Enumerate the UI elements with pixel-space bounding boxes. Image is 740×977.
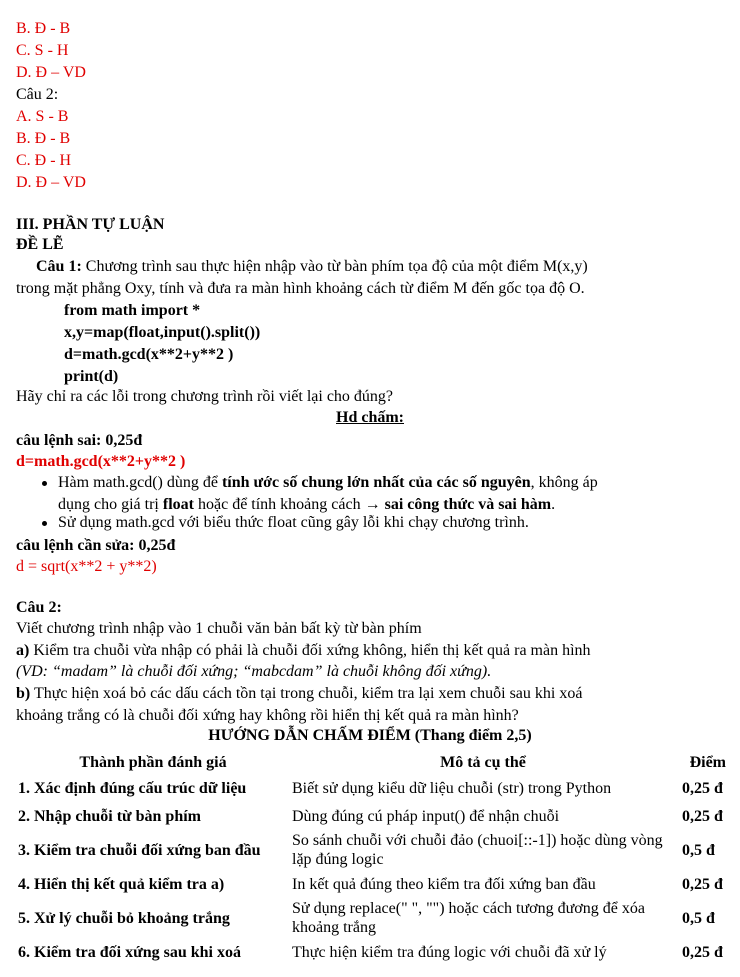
table-header-row	[16, 750, 730, 774]
bullet-2: Sử dụng math.gcd với biểu thức float cũng gây lỗi khi chạy chương trình.	[58, 514, 529, 531]
table-row	[16, 870, 730, 898]
answer-option: D. Đ – VD	[16, 64, 86, 81]
score-cell: 0,25 đ	[682, 875, 723, 893]
score-cell: 0,25 đ	[682, 779, 723, 797]
question-2-part-b: b) Thực hiện xoá bỏ các dấu cách tồn tại trong chuỗi, kiểm tra lại xem chuỗi sau khi xoá	[16, 685, 583, 702]
table-header: Thành phần đánh giá	[79, 753, 227, 771]
criterion-cell: 2. Nhập chuỗi từ bàn phím	[18, 807, 201, 825]
code-line: print(d)	[64, 368, 119, 385]
description-cell: Dùng đúng cú pháp input() để nhận chuỗi	[292, 807, 560, 825]
question-1-text: Chương trình sau thực hiện nhập vào từ bàn phím tọa độ của một điểm M(x,y)	[81, 258, 588, 275]
criterion-cell: 6. Kiểm tra đối xứng sau khi xoá	[18, 943, 241, 961]
code-line: from math import *	[64, 302, 201, 319]
bullet-icon	[42, 481, 47, 486]
scoring-guide-title: HƯỚNG DẪN CHẤM ĐIỂM (Thang điểm 2,5)	[208, 727, 532, 744]
answer-option: B. Đ - B	[16, 130, 71, 147]
answer-option: A. S - B	[16, 108, 69, 125]
description-cell: Biết sử dụng kiểu dữ liệu chuỗi (str) trong Python	[292, 779, 612, 797]
code-line: x,y=map(float,input().split())	[64, 324, 261, 341]
criterion-cell: 5. Xử lý chuỗi bỏ khoảng trắng	[18, 909, 230, 927]
bullet-1-line-1: Hàm math.gcd() dùng để tính ước số chung lớn nhất của các số nguyên, không áp	[58, 474, 598, 491]
question-2-label: Câu 2:	[16, 599, 62, 616]
fix-statement-label: câu lệnh cần sửa: 0,25đ	[16, 537, 176, 554]
table-header: Điểm	[689, 753, 726, 771]
bullet-1-line-2: dụng cho giá trị float hoặc để tính khoảng cách → sai công thức và sai hàm.	[58, 496, 556, 513]
table-row	[16, 774, 730, 802]
score-cell: 0,5 đ	[682, 841, 715, 859]
question-1-label: Câu 1:	[36, 258, 82, 275]
wrong-statement-code: d=math.gcd(x**2+y**2 )	[16, 453, 186, 470]
score-cell: 0,25 đ	[682, 943, 723, 961]
description-cell: Thực hiện kiểm tra đúng logic với chuỗi đã xử lý	[292, 943, 607, 961]
table-header: Mô tả cụ thể	[440, 753, 526, 771]
question-2-part-b-line-2: khoảng trắng có là chuỗi đối xứng hay không rồi hiển thị kết quả ra màn hình?	[16, 707, 519, 724]
question-2-part-a: a) Kiểm tra chuỗi vừa nhập có phải là chuỗi đối xứng không, hiển thị kết quả ra màn hình	[16, 642, 591, 659]
criterion-cell: 4. Hiển thị kết quả kiểm tra a)	[18, 875, 225, 893]
table-row	[16, 830, 730, 870]
question-label: Câu 2:	[16, 86, 59, 103]
criterion-cell: 3. Kiểm tra chuỗi đối xứng ban đầu	[18, 841, 261, 859]
question-1-line-2: trong mặt phẳng Oxy, tính và đưa ra màn hình khoảng cách từ điểm M đến gốc tọa độ O.	[16, 280, 585, 297]
score-cell: 0,5 đ	[682, 909, 715, 927]
bullet-icon	[42, 521, 47, 526]
table-row	[16, 802, 730, 830]
question-1-line-1	[36, 256, 588, 278]
fix-statement-code: d = sqrt(x**2 + y**2)	[16, 558, 157, 575]
scoring-table	[16, 750, 730, 966]
description-cell: Sử dụng replace(" ", "") hoặc cách tương đương để xóa khoảng trắng	[292, 900, 645, 936]
exam-variant-label: ĐỀ LẼ	[16, 236, 64, 253]
section-title: III. PHẦN TỰ LUẬN	[16, 216, 165, 233]
wrong-statement-label: câu lệnh sai: 0,25đ	[16, 432, 143, 449]
table-row	[16, 898, 730, 938]
question-1-prompt: Hãy chỉ ra các lỗi trong chương trình rồi viết lại cho đúng?	[16, 388, 394, 405]
answer-option: B. Đ - B	[16, 20, 71, 37]
description-cell: In kết quả đúng theo kiểm tra đối xứng ban đầu	[292, 875, 596, 893]
description-cell: So sánh chuỗi với chuỗi đảo (chuoi[::-1]) hoặc dùng vòng lặp đúng logic	[292, 832, 663, 868]
score-cell: 0,25 đ	[682, 807, 723, 825]
table-row	[16, 938, 730, 966]
criterion-cell: 1. Xác định đúng cấu trúc dữ liệu	[18, 779, 247, 797]
question-2-example: (VD: “madam” là chuỗi đối xứng; “mabcdam” là chuỗi không đối xứng).	[16, 663, 492, 680]
question-2-intro: Viết chương trình nhập vào 1 chuỗi văn bản bất kỳ từ bàn phím	[16, 620, 422, 637]
grading-guide-heading: Hd chấm:	[336, 409, 404, 426]
answer-option: D. Đ – VD	[16, 174, 86, 191]
answer-option: C. S - H	[16, 42, 69, 59]
answer-option: C. Đ - H	[16, 152, 72, 169]
code-line: d=math.gcd(x**2+y**2 )	[64, 346, 234, 363]
